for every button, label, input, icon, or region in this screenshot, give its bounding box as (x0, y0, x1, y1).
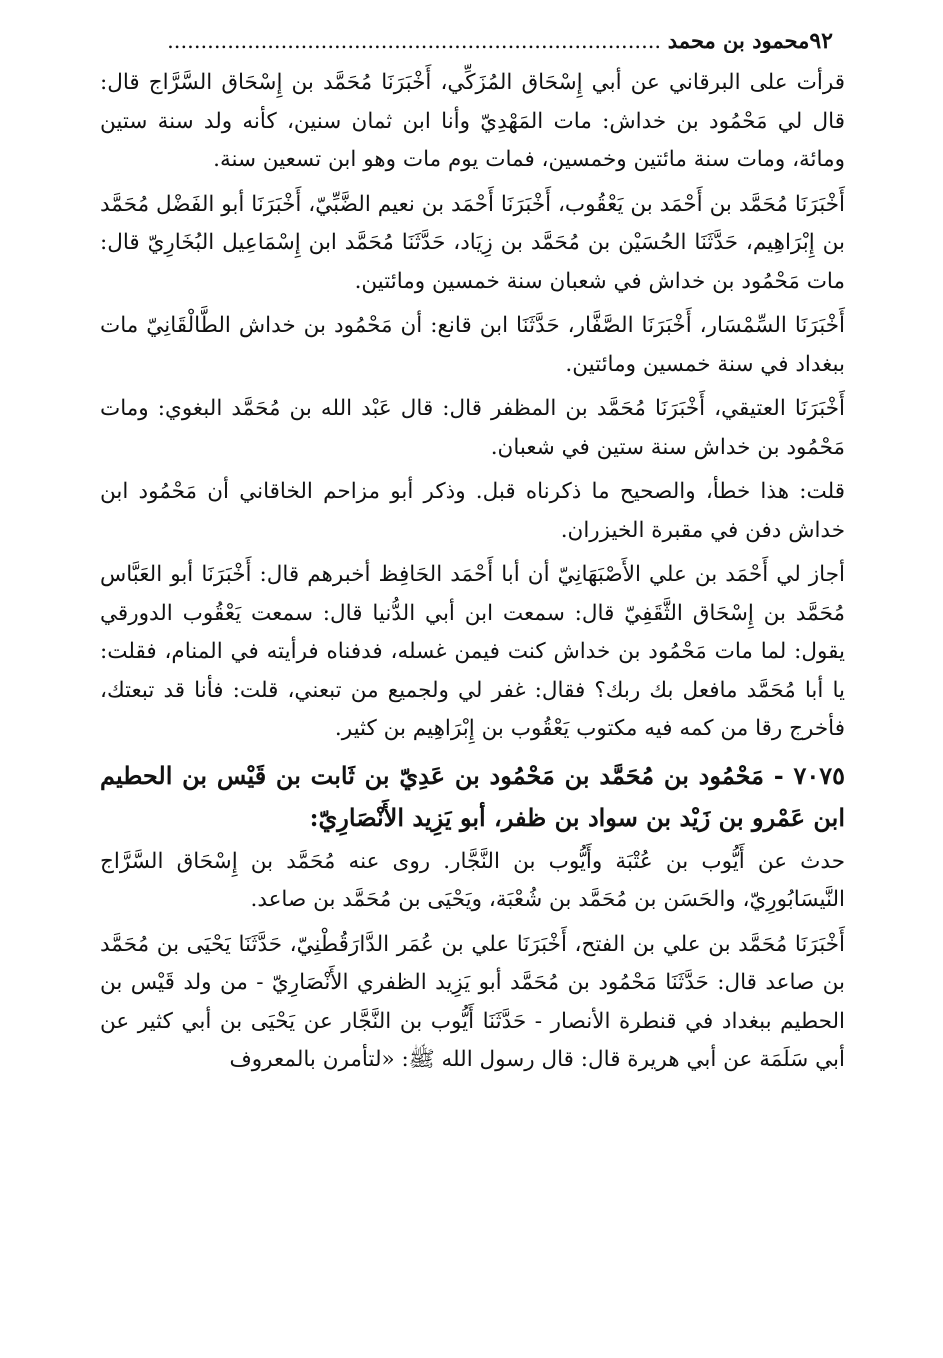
paragraph-5: قلت: هذا خطأ، والصحيح ما ذكرناه قبل. وذكر أبو مزاحم الخاقاني أن مَحْمُود ابن خداش دفن في مقبرة الخيزران. (100, 479, 845, 543)
running-header (100, 28, 845, 64)
paragraph-6: أجاز لي أَحْمَد بن علي الأَصْبَهَانِيّ أن أبا أَحْمَد الحَافِظ أخبرهم قال: أَخْبَرَنَا أبو العَبَّاس مُحَمَّد بن إِسْحَاق الثَّقَفِيّ قال: سمعت ابن أبي الدُّنيا قال: سمعت يَعْقُوب الدورقي يقول: لما مات مَحْمُود بن خداش كنت فيمن غسله، فدفناه فرأيته في المنام، فقلت: يا أبا مُحَمَّد مافعل بك ربك؟ فقال: غفر لي ولجميع من تبعني، قلت: فأنا قد تبعتك، فأخرج رقا من كمه فيه مكتوب يَعْقُوب بن إِبْرَاهِيم بن كثير. (100, 562, 845, 741)
entry-heading: ٧٠٧٥ - مَحْمُود بن مُحَمَّد بن مَحْمُود بن عَدِيّ بن ثَابت بن قَيْس بن الحطيم ابن عَمْرو بن زَيْد بن سواد بن ظفر، أبو يَزِيد الأَنْصَارِيّ: (100, 760, 845, 832)
book-page (100, 28, 845, 1086)
running-title: محمود بن محمد ..... (100, 28, 809, 53)
paragraph-3: أَخْبَرَنَا السِّمْسَار، أَخْبَرَنَا الصَّفَّار، حَدَّثَنَا ابن قانع: أن مَحْمُود بن خداش الطَّالْقَانِيّ مات ببغداد في سنة خمسين ومائتين. (100, 313, 845, 377)
entry-paragraph-2: أَخْبَرَنَا مُحَمَّد بن علي بن الفتح، أَخْبَرَنَا علي بن عُمَر الدَّارَقُطْنِيّ، حَدَّثَنَا يَحْيَى بن مُحَمَّد بن صاعد قال: حَدَّثَنَا مَحْمُود بن مُحَمَّد أبو يَزِيد الظفري الأَنْصَارِيّ - من ولد قَيْس بن الحطيم ببغداد في قنطرة الأنصار - حَدَّثَنَا أَيُّوب بن النَّجَّار عن يَحْيَى بن أبي كثير عن أبي سَلَمَة عن أبي هريرة قال: قال رسول الله ﷺ: «لتأمرن بالمعروف (100, 931, 845, 1072)
paragraph-2: أَخْبَرَنَا مُحَمَّد بن أَحْمَد بن يَعْقُوب، أَخْبَرَنَا أَحْمَد بن نعيم الضَّبِّيّ، أَخْبَرَنَا أبو الفَضْل مُحَمَّد بن إِبْرَاهِيم، حَدَّثَنَا الحُسَيْن بن مُحَمَّد بن زِيَاد، حَدَّثَنَا مُحَمَّد ابن إِسْمَاعِيل البُخَارِيّ قال: مات مَحْمُود بن خداش في شعبان سنة خمسين ومائتين. (100, 191, 845, 294)
paragraph-1: قرأت على البرقاني عن أبي إِسْحَاق المُزَكِّي، أَخْبَرَنَا مُحَمَّد بن إِسْحَاق السَّرَّاج قال: قال لي مَحْمُود بن خداش: مات المَهْدِيّ وأنا ابن ثمان سنين، كأنه ولد سنة ستين ومائة، ومات سنة مائتين وخمسين، فمات يوم مات وهو ابن تسعين سنة. (100, 70, 845, 172)
paragraph-4: أَخْبَرَنَا العتيقي، أَخْبَرَنَا مُحَمَّد بن المظفر قال: قال عَبْد الله بن مُحَمَّد البغوي: ومات مَحْمُود بن خداش سنة ستين في شعبان. (100, 396, 845, 460)
page-number: ٩٢ (809, 28, 833, 54)
entry-paragraph-1: حدث عن أَيُّوب بن عُتْبَة وأَيُّوب بن النَّجَّار. روى عنه مُحَمَّد بن إِسْحَاق السَّرَّاج النَّيسَابُورِيّ، والحَسَن بن مُحَمَّد بن شُعْبَة، ويَحْيَى بن مُحَمَّد بن صاعد. (100, 848, 845, 912)
